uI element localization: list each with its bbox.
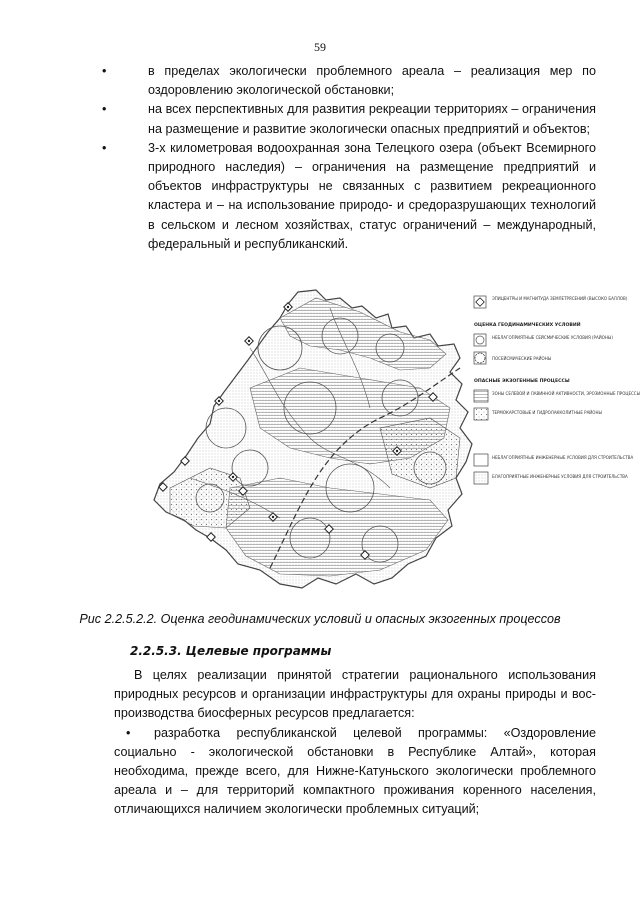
legend-section-geodynamics: ОЦЕНКА ГЕОДИНАМИЧЕСКИХ УСЛОВИЙ: [474, 323, 581, 328]
figure-caption: Рис 2.2.5.2.2. Оценка геодинамических условий и опасных экзогенных процессов: [79, 612, 561, 626]
section-heading: 2.2.5.3. Целевые программы: [130, 644, 332, 658]
restrictions-list: [102, 62, 596, 254]
list-item: [102, 100, 596, 138]
legend-item-postseismic: ПОСЕЙСМИЧЕСКИЕ РАЙОНЫ: [492, 356, 552, 361]
map-legend: [474, 296, 640, 484]
legend-item-seismic: НЕБЛАГОПРИЯТНЫЕ СЕЙСМИЧЕСКИЕ УСЛОВИЯ (РАЙОНЫ): [492, 335, 613, 340]
bullet-marker: •: [126, 725, 131, 740]
page-number: 59: [314, 40, 326, 54]
legend-item-thermokarst: ТЕРМОКАРСТОВЫЕ И ГИДРОЛАККОЛИТНЫЕ РАЙОНЫ: [492, 410, 602, 415]
legend-item-mudflow: ЗОНЫ СЕЛЕВОЙ И ЛАВИННОЙ АКТИВНОСТИ, ЭРОЗИОННЫЕ ПРОЦЕССЫ: [492, 391, 640, 396]
list-item-text: в пределах экологически проблемного ареала – реализация мер по оздоровлению экологической обстановки;: [148, 64, 596, 98]
list-item: [102, 139, 596, 254]
list-item-text: разработка республиканской целевой программы: «Оздоровление социально - экологической обстановки в Республике Алтай», которая необходима, прежде всего, для Нижне-Катуньского экологически проблемного ареала и – для территорий компактного проживания коренного населения, отличающихся наличием экологически проблемных ситуаций;: [114, 725, 596, 817]
geodynamics-map-figure: [130, 288, 640, 598]
bullet-marker: •: [102, 64, 107, 78]
list-item-text: 3-х километровая водоохранная зона Телецкого озера (объект Всемирного природного наследия) – ограничения на размещение предприятий и объектов инфраструктуры не связанных с развитием рекреационного кластера и – на использование природо- и средоразрушающих технологий в сельском и лесном хозяйствах, статус ограничений – международный, федеральный и республиканский.: [148, 140, 596, 251]
bullet-marker: •: [102, 140, 107, 155]
legend-item-epicentres: ЭПИЦЕНТРЫ И МАГНИТУДА ЗЕМЛЕТРЯСЕНИЙ (ВЫСОКО БАЛЛОВ): [492, 296, 628, 301]
list-item: [114, 724, 596, 820]
region-map: [154, 290, 472, 588]
list-item: [102, 62, 596, 100]
bullet-marker: •: [102, 102, 107, 117]
legend-item-favourable: БЛАГОПРИЯТНЫЕ ИНЖЕНЕРНЫЕ УСЛОВИЯ ДЛЯ СТРОИТЕЛЬСТВА: [492, 474, 628, 479]
legend-section-exogenous: ОПАСНЫЕ ЭКЗОГЕННЫЕ ПРОЦЕССЫ: [474, 379, 570, 384]
paragraph: В целях реализации принятой стратегии рационального использования природных ресурсов и организации инфраструктуры для охраны природы и вос-производства биосферных ресурсов предлагается:: [114, 668, 596, 721]
legend-item-unfavourable: НЕБЛАГОПРИЯТНЫЕ ИНЖЕНЕРНЫЕ УСЛОВИЯ ДЛЯ СТРОИТЕЛЬСТВА: [492, 455, 634, 460]
list-item-text: на всех перспективных для развития рекреации территориях – ограничения на размещение и развитие экологически опасных предприятий и объектов;: [148, 102, 596, 136]
body-text: [114, 666, 596, 820]
